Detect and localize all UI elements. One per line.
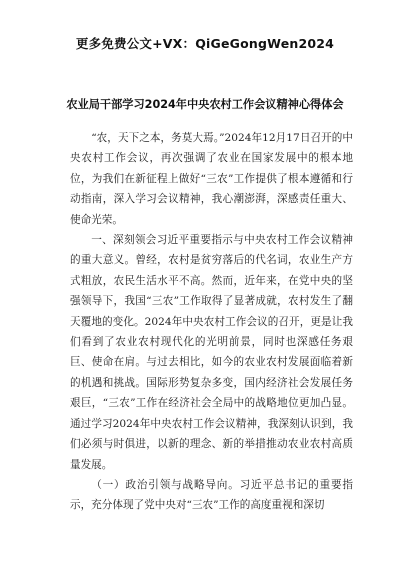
body-paragraph: “农，天下之本，务莫大焉。”2024年12月17日召开的中央农村工作会议，再次强调了农业在国家发展中的根本地位，为我们在新征程上做好“三农”工作提供了根本遵循和行动指南，深入学习会议精神，我心潮澎湃，深感责任重大、使命光荣。 [70, 132, 353, 226]
body-paragraph: （一）政治引领与战略导向。习近平总书记的重要指示，充分体现了党中央对“三农”工作的高度重视和深切 [70, 478, 353, 512]
document-body [70, 128, 353, 516]
document-title: 农业局干部学习2024年中央农村工作会议精神心得体会 [66, 98, 344, 111]
promo-header: 更多免费公文+VX：QiGeGongWen2024 [75, 36, 335, 51]
body-paragraph: 一、深刻领会习近平重要指示与中央农村工作会议精神的重大意义。曾经，农村是贫穷落后的代名词，农业生产方式粗放，农民生活水平不高。然而，近年来，在党中央的坚强领导下，我国“三农”工作取得了显著成就，农村发生了翻天覆地的变化。2024年中央农村工作会议的召开，更是让我们看到了农业农村现代化的光明前景，同时也深感任务艰巨、使命在肩。与过去相比，如今的农业农村发展面临着新的机遇和挑战。国际形势复杂多变，国内经济社会发展任务艰巨，“三农”工作在经济社会全局中的战略地位更加凸显。通过学习2024年中央农村工作会议精神，我深刻认识到，我们必须与时俱进，以新的理念、新的举措推动农业农村高质量发展。 [70, 234, 353, 471]
